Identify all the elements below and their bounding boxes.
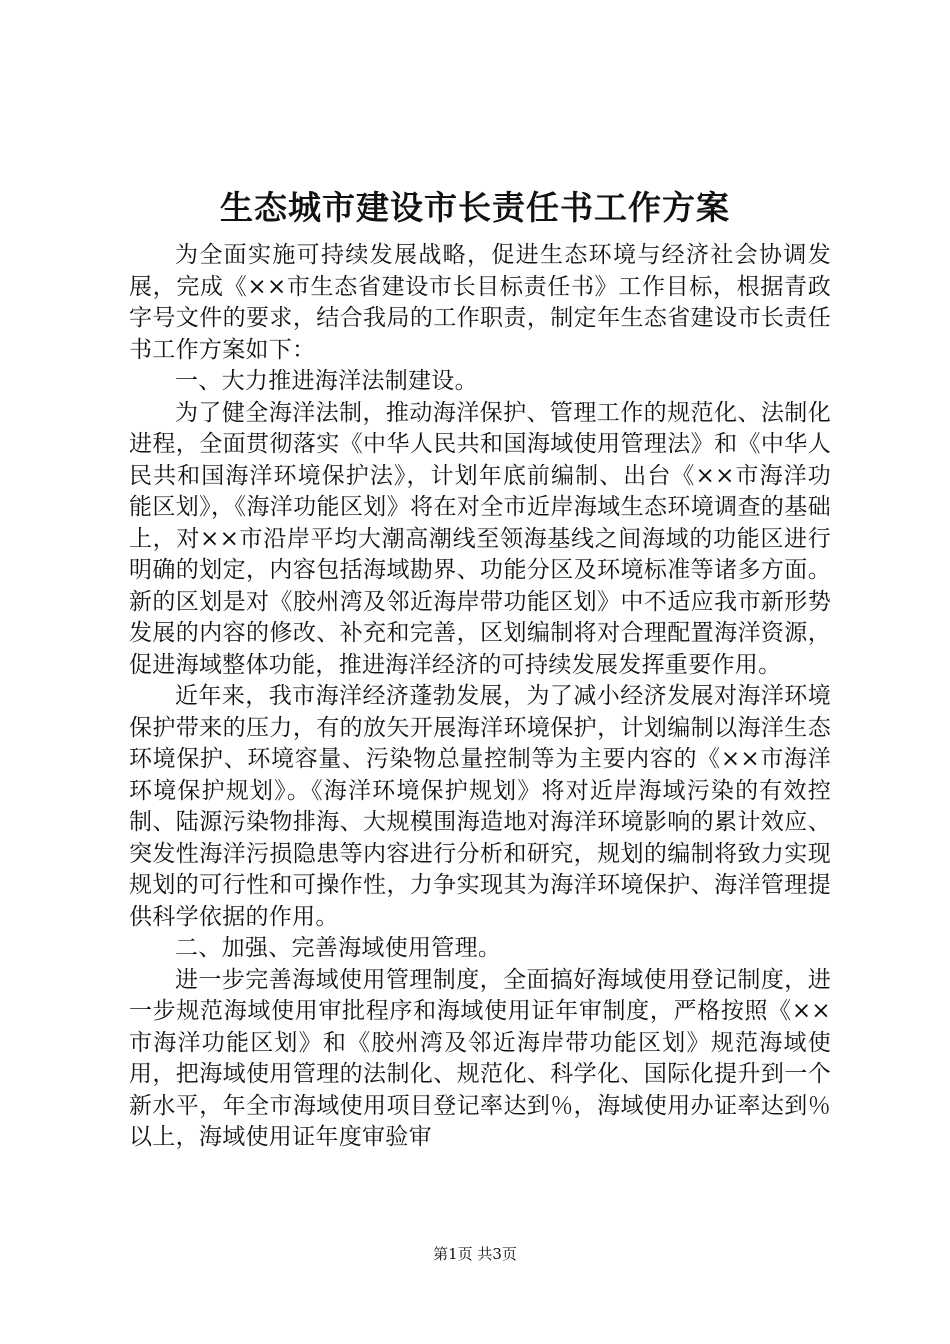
paragraph-marine-law: 为了健全海洋法制，推动海洋保护、管理工作的规范化、法制化进程，全面贯彻落实《中华人民共和国海域使用管理法》和《中华人民共和国海洋环境保护法》，计划年底前编制、出台《××市海洋功能区划》，《海洋功能区划》将在对全市近岸海域生态环境调查的基础上，对××市沿岸平均大潮高潮线至领海基线之间海域的功能区进行明确的划定，内容包括海域勘界、功能分区及环境标准等诸多方面。新的区划是对《胶州湾及邻近海岸带功能区划》中不适应我市新形势发展的内容的修改、补充和完善，区划编制将对合理配置海洋资源，促进海域整体功能，推进海洋经济的可持续发展发挥重要作用。 <box>129 399 831 678</box>
section-heading-2: 二、加强、完善海域使用管理。 <box>175 935 502 961</box>
paragraph-marine-environment: 近年来，我市海洋经济蓬勃发展，为了减小经济发展对海洋环境保护带来的压力，有的放矢开展海洋环境保护，计划编制以海洋生态环境保护、环境容量、污染物总量控制等为主要内容的《××市海洋环境保护规划》。《海洋环境保护规划》将对近岸海域污染的有效控制、陆源污染物排海、大规模围海造地对海洋环境影响的累计效应、突发性海洋污损隐患等内容进行分析和研究，规划的编制将致力实现规划的可行性和可操作性，力争实现其为海洋环境保护、海洋管理提供科学依据的作用。 <box>129 683 831 930</box>
paragraph-sea-use: 进一步完善海域使用管理制度，全面搞好海域使用登记制度，进一步规范海域使用审批程序和海域使用证年审制度，严格按照《××市海洋功能区划》和《胶州湾及邻近海岸带功能区划》规范海域使用，把海域使用管理的法制化、规范化、科学化、国际化提升到一个新水平，年全市海域使用项目登记率达到％，海域使用办证率达到％以上，海域使用证年度审验审 <box>129 966 831 1150</box>
paragraph-intro: 为全面实施可持续发展战略，促进生态环境与经济社会协调发展，完成《××市生态省建设市长目标责任书》工作目标，根据青政字号文件的要求，结合我局的工作职责，制定年生态省建设市长责任书工作方案如下： <box>129 242 831 363</box>
section-heading-1: 一、大力推进海洋法制建设。 <box>175 368 478 394</box>
document-title: 生态城市建设市长责任书工作方案 <box>220 188 730 227</box>
document-body <box>129 240 831 1154</box>
page-footer: 第1页 共3页 <box>433 1245 517 1263</box>
